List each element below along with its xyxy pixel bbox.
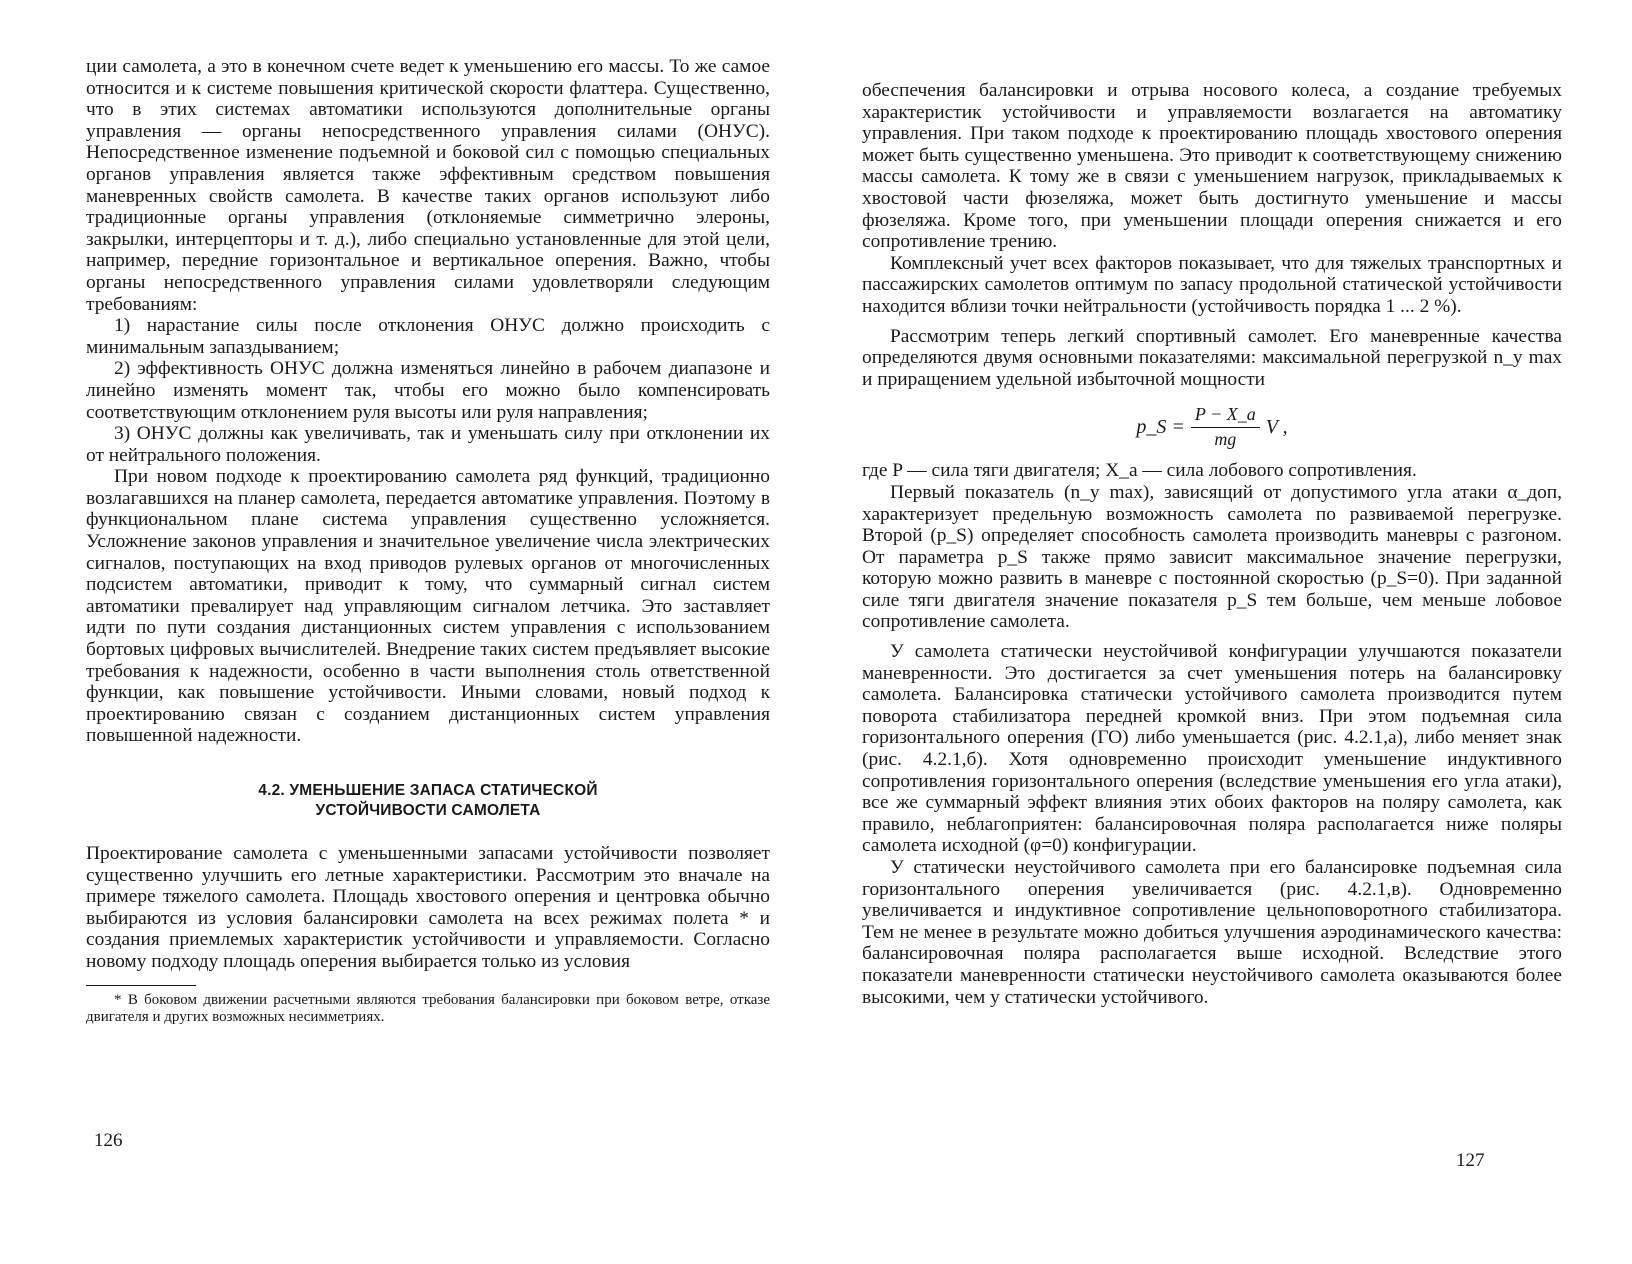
right-page xyxy=(816,0,1632,1264)
section-heading xyxy=(86,781,770,821)
paragraph: Проектирование самолета с уменьшенными запасами устойчивости позволяет существенно улучшить его летные характеристики. Рассмотрим это вначале на примере тяжелого самолета. Площадь хвостового оперения и центровка обычно выбираются из условия балансировки самолета на всех режимах полета * и создания приемлемых характеристик устойчивости и управляемости. Согласно новому подходу площадь оперения выбирается только из условия xyxy=(86,843,770,972)
footnote: * В боковом движении расчетными являются требования балансировки при боковом ветре, отказе двигателя и других возможных несимметриях. xyxy=(86,991,770,1025)
paragraph: При новом подходе к проектированию самолета ряд функций, традиционно возлагавшихся на планер самолета, передается автоматике управления. Поэтому в функциональном плане система управления существенно усложняется. Усложнение законов управления и значительное увеличение числа электрических сигналов, поступающих на вход приводов рулевых органов от многочисленных подсистем автоматики, приводит к тому, что суммарный сигнал систем автоматики превалирует над управляющим сигналом летчика. Это заставляет идти по пути создания дистанционных систем управления с использованием бортовых цифровых вычислителей. Внедрение таких систем предъявляет высокие требования к надежности, особенно в части выполнения столь ответственной функции, как повышение устойчивости. Иными словами, новый подход к проектированию связан с созданием дистанционных систем управления повышенной надежности. xyxy=(86,466,770,747)
left-text-column xyxy=(86,56,770,1026)
paragraph: Комплексный учет всех факторов показывает, что для тяжелых транспортных и пассажирских самолетов оптимум по запасу продольной статической устойчивости находится вблизи точки нейтральности (устойчивость порядка 1 ... 2 %). xyxy=(862,252,1562,317)
section-heading-line: 4.2. УМЕНЬШЕНИЕ ЗАПАСА СТАТИЧЕСКОЙ xyxy=(258,782,598,799)
right-text-column xyxy=(862,80,1562,1008)
paragraph: У статически неустойчивого самолета при его балансировке подъемная сила горизонтального оперения увеличивается (рис. 4.2.1,в). Одновременно увеличивается и индуктивное сопротивление цельноповоротного стабилизатора. Тем не менее в результате можно добиться улучшения аэродинамического качества: балансировочная поляра располагается выше исходной. Вследствие этого показатели маневренности статически неустойчивого самолета оказываются более высокими, чем у статически устойчивого. xyxy=(862,857,1562,1008)
formula-denominator: mg xyxy=(1214,428,1237,449)
formula-fraction xyxy=(1191,404,1260,450)
formula-lhs: p_S = xyxy=(1136,415,1185,438)
section-heading-line: УСТОЙЧИВОСТИ САМОЛЕТА xyxy=(315,802,541,819)
list-item: 2) эффективность ОНУС должна изменяться линейно в рабочем диапазоне и линейно изменять момент так, чтобы его можно было компенсировать соответствующим отклонением руля высоты или руля направления; xyxy=(86,358,770,423)
page-number: 126 xyxy=(94,1130,123,1151)
paragraph: Рассмотрим теперь легкий спортивный самолет. Его маневренные качества определяются двумя основными показателями: максимальной перегрузкой n_y max и приращением удельной избыточной мощности xyxy=(862,325,1562,390)
paragraph: У самолета статически неустойчивой конфигурации улучшаются показатели маневренности. Это достигается за счет уменьшения потерь на балансировку самолета. Балансировка статически устойчивого самолета производится путем поворота стабилизатора передней кромкой вниз. При этом подъемная сила горизонтального оперения (ГО) либо уменьшается (рис. 4.2.1,а), либо меняет знак (рис. 4.2.1,б). Хотя одновременно происходит уменьшение индуктивного сопротивления горизонтального оперения (вследствие уменьшения его угла атаки), все же суммарный эффект влияния этих обоих факторов на поляру самолета, как правило, неблагоприятен: балансировочная поляра располагается ниже поляры самолета исходной (φ=0) конфигурации. xyxy=(862,641,1562,857)
footnote-divider xyxy=(86,985,196,986)
list-item: 1) нарастание силы после отклонения ОНУС должно происходить с минимальным запаздыванием; xyxy=(86,315,770,358)
paragraph: где P — сила тяги двигателя; X_a — сила лобового сопротивления. xyxy=(862,460,1417,482)
formula-rhs: V , xyxy=(1265,415,1288,438)
paragraph: ции самолета, а это в конечном счете ведет к уменьшению его массы. То же самое относится и к системе повышения критической скорости флаттера. Существенно, что в этих системах автоматики используются дополнительные органы управления — органы непосредственного управления силами (ОНУС). Непосредственное изменение подъемной и боковой сил с помощью специальных органов управления является также эффективным средством повышения маневренных свойств самолета. В качестве таких органов используют либо традиционные органы управления (отклоняемые симметрично элероны, закрылки, интерцепторы и т. д.), либо специально установленные для этой цели, например, передние горизонтальное и вертикальное оперения. Важно, чтобы органы непосредственного управления силами удовлетворяли следующим требованиям: xyxy=(86,56,770,315)
page-number: 127 xyxy=(1456,1150,1485,1171)
list-item: 3) ОНУС должны как увеличивать, так и уменьшать силу при отклонении их от нейтрального положения. xyxy=(86,423,770,466)
paragraph: обеспечения балансировки и отрыва носового колеса, а создание требуемых характеристик устойчивости и управляемости возлагается на автоматику управления. При таком подходе к проектированию площадь хвостового оперения может быть существенно уменьшена. Это приводит к соответствующему снижению массы самолета. К тому же в связи с уменьшением нагрузок, прикладываемых к хвостовой части фюзеляжа, может быть достигнуто уменьшение и массы фюзеляжа. Кроме того, при уменьшении площади оперения снижается и его сопротивление трению. xyxy=(862,80,1562,253)
formula-ps xyxy=(862,404,1562,450)
paragraph: Первый показатель (n_y max), зависящий от допустимого угла атаки α_доп, характеризует предельную возможность самолета по развиваемой перегрузке. Второй (p_S) определяет способность самолета производить маневры с разгоном. От параметра p_S также прямо зависит максимальное значение перегрузки, которую можно развить в маневре с постоянной скоростью (p_S=0). При заданной силе тяги двигателя значение показателя p_S тем больше, чем меньше лобовое сопротивление самолета. xyxy=(862,481,1562,633)
formula-numerator: P − X_a xyxy=(1191,404,1260,428)
requirements-list xyxy=(86,315,770,466)
